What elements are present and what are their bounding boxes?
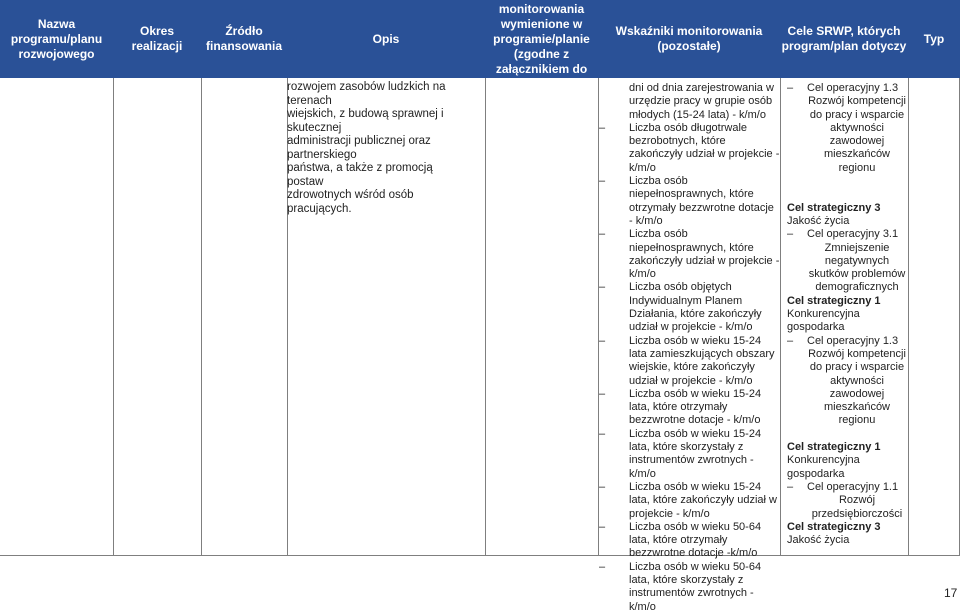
srwp-goals-cell <box>787 82 907 547</box>
indicator-item: – Liczba osób w wieku 15-24 lata, które skorzystały z instrumentów zwrotnych - k/m/o <box>598 428 780 481</box>
operational-goal: – Cel operacyjny 1.3 Rozwój kompetencji do pracy i wsparcie aktywności zawodowej mieszkańców regionu <box>787 334 906 427</box>
strategic-goal-label: Cel strategiczny 3 <box>787 520 881 533</box>
operational-goal-desc: Rozwój kompetencji do pracy i wsparcie aktywności zawodowej mieszkańców regionu <box>808 347 906 427</box>
indicator-item: – Liczba osób w wieku 50-64 lata, które skorzystały z instrumentów zwrotnych - k/m/o <box>598 561 780 614</box>
header-srwp-goals: Cele SRWP, których program/plan dotyczy <box>781 24 907 53</box>
indicator-item: dni od dnia zarejestrowania w urzędzie pracy w grupie osób młodych (15-24 lata) - k/m/o <box>629 82 774 121</box>
header-type: Typ <box>923 31 945 46</box>
header-program-name: Nazwa programu/planu rozwojowego <box>10 16 103 61</box>
header-indicators-other: Wskaźniki monitorowania (pozostałe) <box>615 24 763 53</box>
grid-line <box>908 78 909 556</box>
indicator-item: – Liczba osób w wieku 50-64 lata, które otrzymały bezzwrotne dotacje -k/m/o <box>598 521 780 561</box>
indicator-item: – Liczba osób w wieku 15-24 lata zamieszkujących obszary wiejskie, które zakończyły udział w projekcie - k/m/o <box>598 335 780 388</box>
indicator-item: – Liczba osób objętych Indywidualnym Planem Działania, które zakończyły udział w projekcie - k/m/o <box>598 281 780 334</box>
description-line: państwa, a także z promocją postaw <box>287 162 433 188</box>
description-cell <box>287 81 472 216</box>
operational-goal: – Cel operacyjny 1.1 Rozwój przedsiębiorczości <box>787 481 907 521</box>
operational-goal-desc: Zmniejszenie negatywnych skutków problemów demograficznych <box>808 241 906 294</box>
operational-goal: – Cel operacyjny 1.3 Rozwój kompetencji do pracy i wsparcie aktywności zawodowej mieszkańców regionu <box>787 82 906 174</box>
strategic-goal-label: Cel strategiczny 3 <box>787 201 881 214</box>
indicator-item: – Liczba osób długotrwale bezrobotnych, które zakończyły udział w projekcie - k/m/o <box>598 122 780 175</box>
indicator-item: – Liczba osób w wieku 15-24 lata, które zakończyły udział w projekcie - k/m/o <box>598 481 780 521</box>
header-period: Okres realizacji <box>131 24 183 53</box>
description-line: wiejskich, z budową sprawnej i skutecznej <box>287 108 444 134</box>
page-number: 17 <box>944 586 958 600</box>
indicator-item: – Liczba osób niepełnosprawnych, które zakończyły udział w projekcie - k/m/o <box>598 228 780 281</box>
strategic-goal-name: Konkurencyjna gospodarka <box>787 308 860 334</box>
operational-goal-label: Cel operacyjny 1.3 <box>807 82 899 94</box>
strategic-goal-name: Jakość życia <box>787 214 850 227</box>
operational-goal-label: Cel operacyjny 3.1 <box>807 228 899 241</box>
grid-line <box>113 78 114 556</box>
operational-goal-desc: Rozwój kompetencji do pracy i wsparcie aktywności zawodowej mieszkańców regionu <box>808 95 906 174</box>
description-line: zdrowotnych wśród osób pracujących. <box>287 189 414 215</box>
strategic-goal-name: Konkurencyjna gospodarka <box>787 454 860 480</box>
header-indicators-srwp: monitorowania wymienione w programie/planie (zgodne z załącznikiem do SRWP) <box>493 1 590 91</box>
operational-goal: – Cel operacyjny 3.1 Zmniejszenie negatywnych skutków problemów demograficznych <box>787 228 906 294</box>
grid-line <box>780 78 781 556</box>
header-funding: Źródło finansowania <box>205 24 282 53</box>
strategic-goal-name: Jakość życia <box>787 534 850 547</box>
header-description: Opis <box>372 31 400 46</box>
operational-goal-label: Cel operacyjny 1.1 <box>807 480 899 493</box>
strategic-goal-label: Cel strategiczny 1 <box>787 441 881 454</box>
indicators-list <box>598 82 780 614</box>
indicator-item: – Liczba osób niepełnosprawnych, które otrzymały bezzwrotne dotacje - k/m/o <box>598 175 780 228</box>
strategic-goal-label: Cel strategiczny 1 <box>787 294 881 307</box>
operational-goal-label: Cel operacyjny 1.3 <box>807 334 899 347</box>
grid-line <box>0 555 960 556</box>
grid-line <box>485 78 486 556</box>
description-line: administracji publicznej oraz partnerskiego <box>287 135 431 161</box>
grid-line <box>201 78 202 556</box>
indicator-item: – Liczba osób w wieku 15-24 lata, które otrzymały bezzwrotne dotacje - k/m/o <box>598 388 780 428</box>
operational-goal-desc: Rozwój przedsiębiorczości <box>811 494 903 520</box>
description-line: rozwojem zasobów ludzkich na terenach <box>287 81 446 107</box>
